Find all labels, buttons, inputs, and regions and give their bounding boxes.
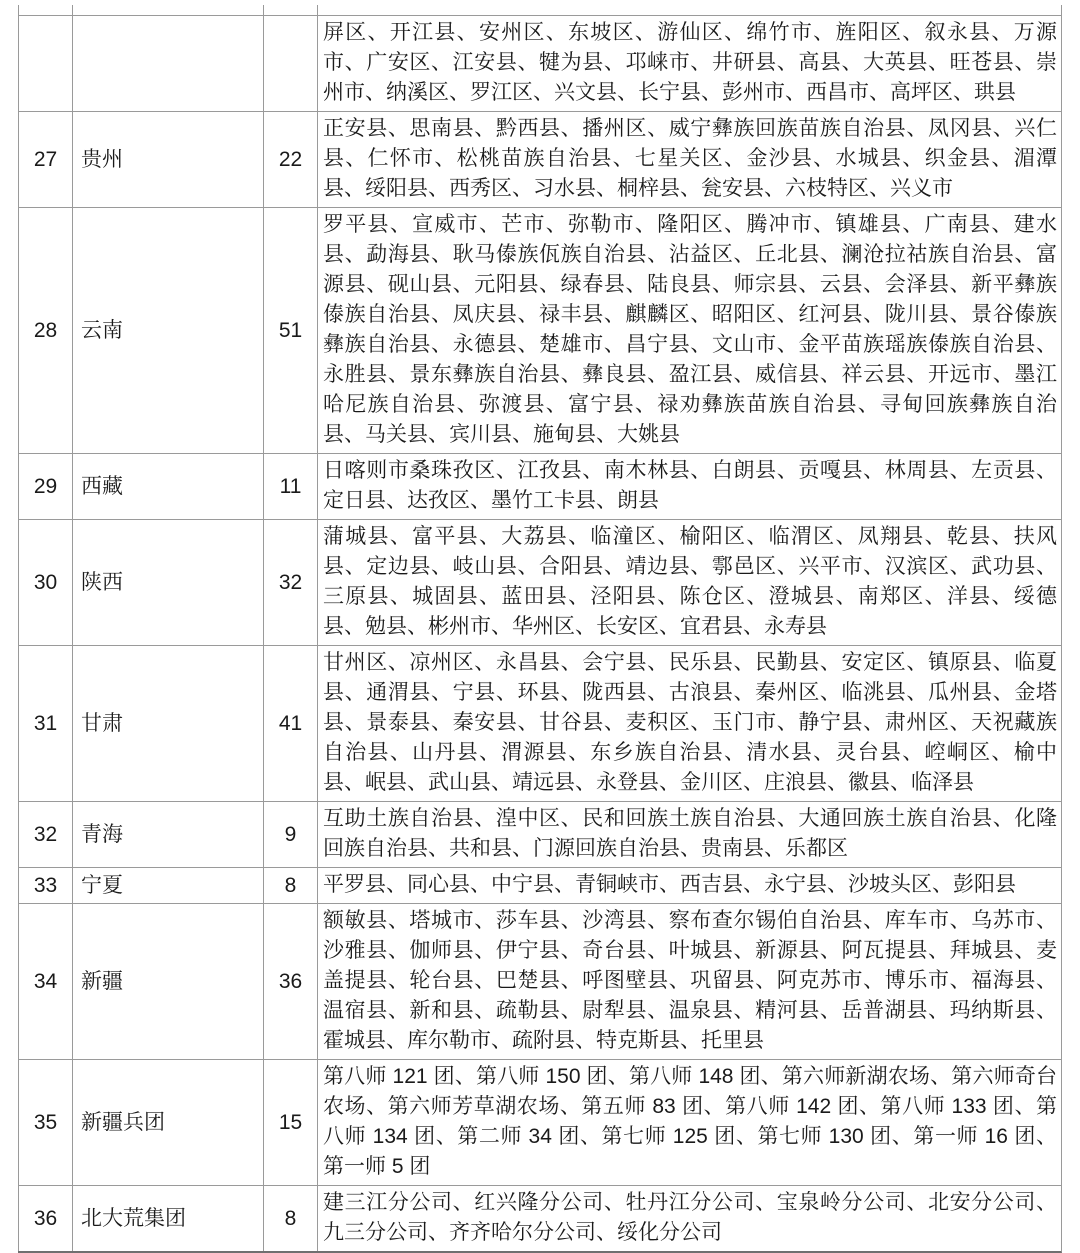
areas-cell: 蒲城县、富平县、大荔县、临潼区、榆阳区、临渭区、凤翔县、乾县、扶风县、定边县、岐山县、合阳县、靖边县、鄠邑区、兴平市、汉滨区、武功县、三原县、城固县、蓝田县、泾阳县、陈仓区、澄城县、南郑区、洋县、绥德县、勉县、彬州市、华州区、长安区、宜君县、永寿县 [317,520,1061,645]
province-cell: 西藏 [72,454,263,519]
index-cell: 30 [18,520,72,645]
province-county-table [18,5,1062,1253]
province-cell: 青海 [72,802,263,867]
index-cell: 32 [18,802,72,867]
index-cell: 31 [18,646,72,801]
table-row [18,519,1061,645]
count-cell-stub [263,5,317,15]
table-row [18,867,1061,903]
count-cell: 9 [263,802,317,867]
table-row [18,1059,1061,1185]
areas-cell: 平罗县、同心县、中宁县、青铜峡市、西吉县、永宁县、沙坡头区、彭阳县 [317,868,1061,903]
province-cell: 宁夏 [72,868,263,903]
areas-cell: 日喀则市桑珠孜区、江孜县、南木林县、白朗县、贡嘎县、林周县、左贡县、定日县、达孜区、墨竹工卡县、朗县 [317,454,1061,519]
province-cell: 云南 [72,208,263,453]
count-cell: 11 [263,454,317,519]
province-cell: 陕西 [72,520,263,645]
province-cell: 新疆兵团 [72,1060,263,1185]
province-cell: 新疆 [72,904,263,1059]
index-cell: 29 [18,454,72,519]
count-cell: 22 [263,112,317,207]
areas-cell: 罗平县、宣威市、芒市、弥勒市、隆阳区、腾冲市、镇雄县、广南县、建水县、勐海县、耿马傣族佤族自治县、沾益区、丘北县、澜沧拉祜族自治县、富源县、砚山县、元阳县、绿春县、陆良县、师宗县、云县、会泽县、新平彝族傣族自治县、凤庆县、禄丰县、麒麟区、昭阳区、红河县、陇川县、景谷傣族彝族自治县、永德县、楚雄市、昌宁县、文山市、金平苗族瑶族傣族自治县、永胜县、景东彝族自治县、彝良县、盈江县、威信县、祥云县、开远市、墨江哈尼族自治县、弥渡县、富宁县、禄劝彝族苗族自治县、寻甸回族彝族自治县、马关县、宾川县、施甸县、大姚县 [317,208,1061,453]
index-cell: 27 [18,112,72,207]
table-body [18,111,1061,1251]
areas-cell: 正安县、思南县、黔西县、播州区、威宁彝族回族苗族自治县、凤冈县、兴仁县、仁怀市、松桃苗族自治县、七星关区、金沙县、水城县、织金县、湄潭县、绥阳县、西秀区、习水县、桐梓县、瓮安县、六枝特区、兴义市 [317,112,1061,207]
areas-cell: 甘州区、凉州区、永昌县、会宁县、民乐县、民勤县、安定区、镇原县、临夏县、通渭县、宁县、环县、陇西县、古浪县、秦州区、临洮县、瓜州县、金塔县、景泰县、秦安县、甘谷县、麦积区、玉门市、静宁县、肃州区、天祝藏族自治县、山丹县、渭源县、东乡族自治县、清水县、灵台县、崆峒区、榆中县、岷县、武山县、靖远县、永登县、金川区、庄浪县、徽县、临泽县 [317,646,1061,801]
areas-cell: 建三江分公司、红兴隆分公司、牡丹江分公司、宝泉岭分公司、北安分公司、九三分公司、齐齐哈尔分公司、绥化分公司 [317,1186,1061,1251]
table-row [18,801,1061,867]
index-cell: 33 [18,868,72,903]
table-row [18,903,1061,1059]
count-cell: 41 [263,646,317,801]
count-cell: 8 [263,1186,317,1251]
table-row [18,111,1061,207]
table-row [18,1185,1061,1251]
index-cell [18,16,72,111]
province-cell: 北大荒集团 [72,1186,263,1251]
province-cell [72,16,263,111]
areas-cell-stub [317,5,1061,15]
count-cell: 36 [263,904,317,1059]
index-cell-stub [18,5,72,15]
table-row-continuation [18,15,1061,111]
index-cell: 35 [18,1060,72,1185]
index-cell: 34 [18,904,72,1059]
count-cell: 8 [263,868,317,903]
count-cell: 51 [263,208,317,453]
province-cell-stub [72,5,263,15]
table-row [18,453,1061,519]
table-row [18,645,1061,801]
count-cell [263,16,317,111]
areas-cell: 额敏县、塔城市、莎车县、沙湾县、察布查尔锡伯自治县、库车市、乌苏市、沙雅县、伽师县、伊宁县、奇台县、叶城县、新源县、阿瓦提县、拜城县、麦盖提县、轮台县、巴楚县、呼图壁县、巩留县、阿克苏市、博乐市、福海县、温宿县、新和县、疏勒县、尉犁县、温泉县、精河县、岳普湖县、玛纳斯县、霍城县、库尔勒市、疏附县、特克斯县、托里县 [317,904,1061,1059]
province-cell: 甘肃 [72,646,263,801]
areas-cell: 互助土族自治县、湟中区、民和回族土族自治县、大通回族土族自治县、化隆回族自治县、共和县、门源回族自治县、贵南县、乐都区 [317,802,1061,867]
areas-cell: 屏区、开江县、安州区、东坡区、游仙区、绵竹市、旌阳区、叙永县、万源市、广安区、江安县、犍为县、邛崃市、井研县、高县、大英县、旺苍县、崇州市、纳溪区、罗江区、兴文县、长宁县、彭州市、西昌市、高坪区、珙县 [317,16,1061,111]
table-row [18,207,1061,453]
areas-cell: 第八师 121 团、第八师 150 团、第八师 148 团、第六师新湖农场、第六师奇台农场、第六师芳草湖农场、第五师 83 团、第八师 142 团、第八师 133 团、第八师 134 团、第二师 34 团、第七师 125 团、第七师 130 团、第一师 16 团、第一师 5 团 [317,1060,1061,1185]
table-row-cutoff-top [18,5,1061,15]
index-cell: 28 [18,208,72,453]
index-cell: 36 [18,1186,72,1251]
province-cell: 贵州 [72,112,263,207]
count-cell: 32 [263,520,317,645]
count-cell: 15 [263,1060,317,1185]
